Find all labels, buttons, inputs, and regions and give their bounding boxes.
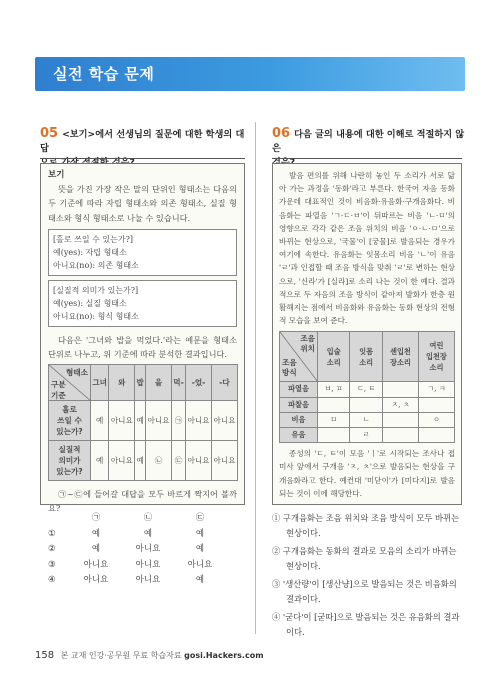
- position-header: [350, 332, 382, 382]
- table-cell: [318, 428, 350, 443]
- table-cell: 아니요: [212, 441, 238, 481]
- table-cell: ㉠: [172, 401, 186, 441]
- column-divider: [255, 122, 256, 634]
- criterion-box-1: [48, 229, 237, 276]
- table-cell: ㅁ: [318, 412, 350, 427]
- q05-para2: 다음은 '그녀와 밥을 먹었다.'라는 예문을 형태소 단위로 나누고, 위 기준에 따라 분석한 결과입니다.: [48, 334, 237, 360]
- q06-options: [272, 511, 462, 643]
- table-cell: 예: [135, 401, 146, 441]
- choice-value: 예: [143, 528, 153, 539]
- table-cell: ㄹ: [350, 428, 382, 443]
- table-cell: ㄱ, ㅋ: [418, 382, 454, 397]
- morpheme-table-corner: [49, 365, 91, 401]
- morpheme-header: 그녀: [91, 365, 109, 401]
- option-3[interactable]: ③ '생산량'이 [생산냥]으로 발음되는 것은 비음화의 결과이다.: [272, 579, 457, 604]
- morpheme-header: 와: [109, 365, 135, 401]
- consonant-table-corner: [280, 332, 318, 382]
- corner-left-label: 구분: [51, 380, 66, 390]
- criterion1-no: 아니요(no): 의존 형태소: [53, 260, 139, 270]
- table-row: [49, 401, 238, 441]
- choice-value: 예: [195, 544, 205, 554]
- footer-site-link[interactable]: gosi.Hackers.com: [184, 651, 264, 660]
- row-label: [49, 401, 91, 441]
- section-banner: [35, 57, 465, 91]
- q05-choices: [48, 511, 226, 589]
- choice-number: ①: [48, 528, 56, 539]
- corner-bottom-line: 조음: [282, 358, 297, 368]
- morpheme-header: 을: [146, 365, 172, 401]
- header-line: 소리: [429, 363, 444, 373]
- position-header: [318, 332, 350, 382]
- page-number: 158: [35, 650, 55, 661]
- q05-number: 05: [40, 126, 59, 141]
- footer-text: 본 교재 인강·공무원 무료 학습자료: [60, 651, 182, 660]
- q05-question: ㉠~㉢에 들어갈 대답을 모두 바르게 짝지어 볼까요?: [48, 489, 237, 514]
- table-cell: 예: [135, 441, 146, 481]
- header-line: 소리: [326, 357, 341, 367]
- criterion1-title: [홀로 쓰일 수 있는가?]: [53, 234, 133, 244]
- table-cell: 아니요: [109, 441, 135, 481]
- q06-para2: 종성의 'ㄷ, ㅌ'이 모음 'ㅣ'로 시작되는 조사나 접미사 앞에서 구개음 'ㅈ, ㅊ'으로 발음되는 현상을 구개음화라고 한다. 예컨대 '미닫이'가 [미다지]로 발음되는 것이 이에 해당한다.: [279, 449, 455, 498]
- table-cell: ㄴ: [350, 412, 382, 427]
- position-header: [382, 332, 418, 382]
- choice-value: 아니요: [83, 559, 109, 570]
- q06-prompt-line1: 다음 글의 내용에 대한 이해로 적절하지 않은: [272, 129, 465, 154]
- table-cell: [418, 428, 454, 443]
- choice-col-header: ㉢: [195, 513, 205, 523]
- header-line: 입술: [326, 346, 341, 356]
- choice-number: ②: [48, 544, 56, 554]
- table-cell: ㉢: [172, 441, 186, 481]
- table-cell: ㅂ, ㅍ: [318, 382, 350, 397]
- section-title: 실전 학습 문제: [53, 65, 155, 83]
- row-label: 파열음: [280, 382, 318, 397]
- table-row: [49, 441, 238, 481]
- corner-bottom-line: 방식: [282, 368, 297, 378]
- row-label-line: 실질적: [58, 445, 81, 455]
- choice-option[interactable]: [48, 558, 226, 574]
- table-row: [280, 397, 455, 412]
- choice-option[interactable]: [48, 573, 226, 589]
- q05-bogi-box: [40, 163, 245, 514]
- choice-option[interactable]: [48, 527, 226, 543]
- table-cell: 아니요: [186, 441, 212, 481]
- table-cell: [318, 397, 350, 412]
- criterion2-title: [실질적 의미가 있는가?]: [53, 285, 139, 295]
- choice-number: ③: [48, 559, 56, 570]
- choice-value: 예: [195, 528, 205, 539]
- q06-passage-box: [272, 163, 462, 505]
- morpheme-header: -었-: [186, 365, 212, 401]
- row-label: 유음: [280, 428, 318, 443]
- choice-value: 예: [91, 544, 101, 554]
- corner-top-line: 위치: [300, 344, 315, 354]
- header-line: 소리: [359, 357, 374, 367]
- q06-rule: [272, 158, 462, 159]
- table-row: [280, 428, 455, 443]
- table-cell: 아니요: [212, 401, 238, 441]
- page-footer: [35, 650, 264, 661]
- q05-para1: 뜻을 가진 가장 작은 말의 단위인 형태소는 다음의 두 기준에 따라 자립 형태소와 의존 형태소, 실질 형태소와 형식 형태소로 나눌 수 있습니다.: [48, 184, 237, 223]
- header-line: 입천장: [426, 352, 447, 362]
- choice-header-row: [48, 511, 226, 527]
- table-row: [280, 382, 455, 397]
- choice-value: 아니요: [187, 559, 213, 570]
- row-label: [49, 441, 91, 481]
- row-label-line: 홀로: [62, 405, 77, 415]
- choice-value: 예: [91, 528, 101, 539]
- row-label: 파찰음: [280, 397, 318, 412]
- q06-number: 06: [272, 126, 291, 141]
- corner-bottom-label: [282, 358, 297, 378]
- table-cell: 아니요: [109, 401, 135, 441]
- corner-top-label: 형태소: [65, 368, 88, 378]
- table-cell: ㅈ, ㅊ: [382, 397, 418, 412]
- header-line: 여린: [429, 341, 444, 351]
- table-cell: [382, 412, 418, 427]
- morpheme-header: -다: [212, 365, 238, 401]
- q05-rule: [40, 158, 245, 159]
- morpheme-table: [48, 364, 238, 481]
- corner-top-label: [300, 334, 315, 354]
- table-cell: 아니요: [146, 401, 172, 441]
- row-label-line: 있는가?: [56, 427, 83, 437]
- option-2[interactable]: ② 구개음화는 동화의 결과로 모음의 소리가 바뀌는 현상이다.: [272, 546, 457, 571]
- corner-bottom-label: 기준: [51, 391, 66, 401]
- choice-col-header: ㉠: [91, 513, 101, 523]
- header-line: 센입천: [390, 346, 411, 356]
- table-cell: [418, 397, 454, 412]
- morpheme-header: 먹-: [172, 365, 186, 401]
- table-row: [280, 412, 455, 427]
- criterion-box-2: [48, 280, 237, 327]
- choice-option[interactable]: [48, 542, 226, 558]
- table-cell: ㉡: [146, 441, 172, 481]
- choice-value: 아니요: [83, 575, 109, 585]
- table-cell: [350, 397, 382, 412]
- option-4[interactable]: ④ '굳다'이 [굳따]으로 발음되는 것은 유음화의 결과이다.: [272, 612, 460, 637]
- table-cell: ㅇ: [418, 412, 454, 427]
- morpheme-header: 밥: [135, 365, 146, 401]
- row-label-line: 있는가?: [56, 467, 83, 477]
- q06-para1: 발음 편의를 위해 나란히 놓인 두 소리가 서로 닮아 가는 과정을 '동화'라고 부른다. 한국어 자음 동화 가운데 대표적인 것이 비음화·유음화·구개음화다. 비음화는 파열음 'ㄱ·ㄷ·ㅂ'이 뒤따르는 비음 'ㄴ·ㅁ'의 영향으로 각각 같은 조음 위치의 비음 'ㅇ·ㄴ·ㅁ'으로 바뀌는 현상으로, '국물'이 [궁물]로 발음되는 경우가 여기에 속한다. 유음화는 잇몸소리 비음 'ㄴ'이 유음 'ㄹ'과 인접할 때 조음 방식을 맞춰 'ㄹ'로 변하는 현상으로, '신라'가 [실라]로 소리 나는 것이 한 예다. 결과적으로 두 자음의 조음 방식이 같아져 발화가 한층 원활해지는 점에서 비음화와 유음화는 동화 현상의 전형적 모습을 보여 준다.: [279, 171, 455, 326]
- q05-prompt-line1: <보기>에서 선생님의 질문에 대한 학생의 대답: [40, 129, 245, 154]
- header-line: 장소리: [390, 357, 411, 367]
- table-cell: [382, 382, 418, 397]
- table-cell: 아니요: [186, 401, 212, 441]
- corner-top-line: 조음: [300, 334, 315, 344]
- row-label-line: 의미가: [58, 456, 81, 466]
- table-cell: 예: [91, 441, 109, 481]
- option-1[interactable]: ① 구개음화는 조음 위치와 조음 방식이 모두 바뀌는 현상이다.: [272, 513, 460, 538]
- consonant-table: [279, 331, 455, 443]
- row-label-line: 쓰일 수: [57, 416, 82, 426]
- table-cell: ㄷ, ㅌ: [350, 382, 382, 397]
- choice-number: ④: [48, 575, 56, 585]
- criterion2-yes: 예(yes): 실질 형태소: [53, 298, 127, 308]
- choice-value: 예: [195, 575, 205, 585]
- criterion2-no: 아니요(no): 형식 형태소: [53, 311, 139, 321]
- bogi-label: 보기: [48, 170, 65, 180]
- choice-value: 아니요: [135, 575, 161, 585]
- criterion1-yes: 예(yes): 자립 형태소: [53, 247, 127, 257]
- header-line: 잇몸: [359, 346, 374, 356]
- position-header: [418, 332, 454, 382]
- row-label: 비음: [280, 412, 318, 427]
- choice-value: 아니요: [135, 559, 161, 570]
- table-cell: [382, 428, 418, 443]
- choice-col-header: ㉡: [143, 513, 153, 523]
- table-cell: 예: [91, 401, 109, 441]
- choice-value: 아니요: [135, 544, 161, 554]
